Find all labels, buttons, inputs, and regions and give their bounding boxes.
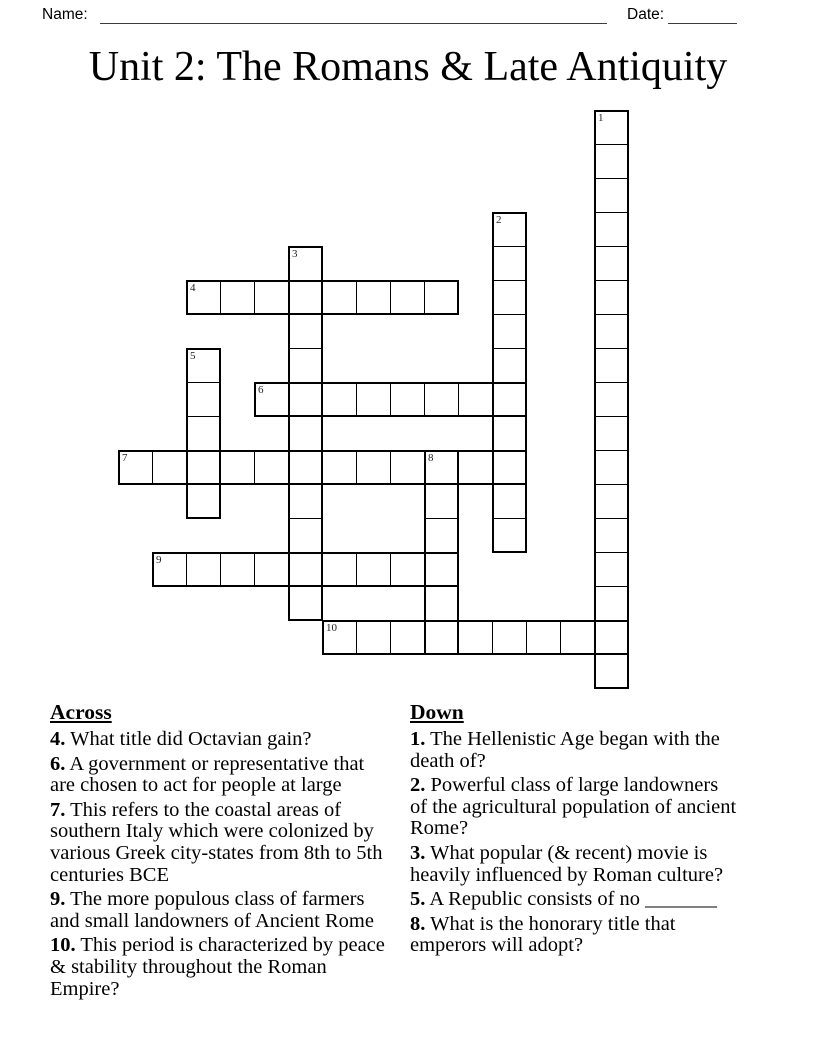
name-blank-line <box>100 23 607 24</box>
grid-cell <box>118 450 153 485</box>
down-clue-list <box>410 729 739 957</box>
down-heading: Down <box>410 700 464 724</box>
grid-cell <box>424 280 459 315</box>
grid-cell <box>152 450 187 485</box>
grid-cell <box>458 620 493 655</box>
grid-cell <box>322 450 357 485</box>
grid-cell <box>594 518 629 553</box>
grid-clue-number: 8 <box>428 452 434 464</box>
grid-cell <box>288 416 323 451</box>
grid-cell <box>526 620 561 655</box>
grid-cell <box>594 552 629 587</box>
grid-cell <box>594 212 629 247</box>
grid-cell <box>424 450 459 485</box>
grid-clue-number: 4 <box>190 282 196 294</box>
grid-cell <box>424 382 459 417</box>
grid-cell <box>390 552 425 587</box>
grid-cell <box>390 620 425 655</box>
grid-cell <box>424 518 459 553</box>
grid-cell <box>594 110 629 145</box>
grid-clue-number: 10 <box>326 622 337 634</box>
clue-item: 3. What popular (& recent) movie is heavily influenced by Roman culture? <box>410 841 724 886</box>
grid-cell <box>356 280 391 315</box>
grid-cell <box>390 382 425 417</box>
grid-clue-number: 6 <box>258 384 264 396</box>
grid-cell <box>220 280 255 315</box>
grid-cell <box>254 382 289 417</box>
clue-item-number: 1. <box>410 728 426 750</box>
grid-cell <box>322 280 357 315</box>
across-clues-section <box>50 700 391 1003</box>
grid-cell <box>492 518 527 553</box>
clue-item-number: 4. <box>50 728 66 750</box>
clue-item: 1. The Hellenistic Age began with the death of? <box>410 728 720 772</box>
clue-item: 10. This period is characterized by peace & stability throughout the Roman Empire? <box>50 934 385 1000</box>
grid-cell <box>492 314 527 349</box>
clue-item: 7. This refers to the coastal areas of southern Italy which were colonized by various Greek city-states from 8th to 5th centuries BCE <box>50 798 383 886</box>
grid-cell <box>492 382 527 417</box>
grid-cell <box>322 552 357 587</box>
clue-item: 5. A Republic consists of no _______ <box>410 888 717 911</box>
grid-cell <box>186 348 221 383</box>
grid-clue-number: 2 <box>496 214 502 226</box>
grid-cell <box>424 620 459 655</box>
grid-cell <box>492 416 527 451</box>
grid-cell <box>560 620 595 655</box>
grid-cell <box>390 280 425 315</box>
grid-cell <box>594 586 629 621</box>
grid-cell <box>254 552 289 587</box>
grid-cell <box>186 416 221 451</box>
grid-cell <box>492 450 527 485</box>
grid-cell <box>594 178 629 213</box>
grid-cell <box>594 314 629 349</box>
grid-cell <box>288 552 323 587</box>
grid-cell <box>220 552 255 587</box>
clue-item: 8. What is the honorary title that emperors will adopt? <box>410 912 676 957</box>
grid-clue-number: 1 <box>598 112 604 124</box>
grid-clue-number: 9 <box>156 554 162 566</box>
worksheet-title: Unit 2: The Romans & Late Antiquity <box>88 44 728 90</box>
grid-cell <box>424 484 459 519</box>
grid-cell <box>492 246 527 281</box>
grid-cell <box>288 314 323 349</box>
grid-cell <box>254 450 289 485</box>
grid-cell <box>594 416 629 451</box>
grid-cell <box>356 620 391 655</box>
grid-cell <box>186 450 221 485</box>
grid-cell <box>492 484 527 519</box>
grid-cell <box>186 280 221 315</box>
clue-item-number: 7. <box>50 798 66 821</box>
grid-cell <box>322 620 357 655</box>
grid-cell <box>186 382 221 417</box>
clue-item-number: 9. <box>50 888 66 911</box>
grid-cell <box>594 246 629 281</box>
grid-cell <box>288 586 323 621</box>
grid-cell <box>458 382 493 417</box>
clue-item-number: 2. <box>410 774 426 797</box>
grid-cell <box>594 654 629 689</box>
down-clues-section <box>410 700 739 960</box>
grid-cell <box>594 280 629 315</box>
clue-item: 2. Powerful class of large landowners of the agricultural population of ancient Rome? <box>410 774 737 840</box>
clue-item-number: 5. <box>410 888 426 911</box>
date-label: Date: <box>627 6 665 23</box>
name-label: Name: <box>42 6 88 23</box>
clue-item: 6. A government or representative that are chosen to act for people at large <box>50 752 365 797</box>
grid-cell <box>424 586 459 621</box>
grid-clue-number: 3 <box>292 248 298 260</box>
grid-cell <box>356 552 391 587</box>
grid-cell <box>390 450 425 485</box>
grid-cell <box>492 212 527 247</box>
grid-cell <box>186 552 221 587</box>
grid-cell <box>492 620 527 655</box>
grid-cell <box>458 450 493 485</box>
clue-item-number: 3. <box>410 841 426 864</box>
clue-item-number: 6. <box>50 752 66 775</box>
grid-cell <box>288 348 323 383</box>
grid-cell <box>594 144 629 179</box>
grid-cell <box>594 484 629 519</box>
clue-item-number: 10. <box>50 934 76 957</box>
clue-item: 4. What title did Octavian gain? <box>50 728 312 750</box>
grid-clue-number: 7 <box>122 452 128 464</box>
grid-cell <box>356 382 391 417</box>
grid-cell <box>186 484 221 519</box>
grid-cell <box>254 280 289 315</box>
grid-cell <box>288 450 323 485</box>
grid-cell <box>492 280 527 315</box>
grid-cell <box>356 450 391 485</box>
grid-cell <box>288 246 323 281</box>
grid-cell <box>594 450 629 485</box>
grid-cell <box>322 382 357 417</box>
grid-cell <box>594 382 629 417</box>
grid-cell <box>288 484 323 519</box>
grid-cell <box>594 620 629 655</box>
clue-item-number: 8. <box>410 912 426 935</box>
date-blank-line <box>668 23 737 24</box>
grid-cell <box>492 348 527 383</box>
grid-cell <box>152 552 187 587</box>
across-clue-list <box>50 729 391 1000</box>
grid-clue-number: 5 <box>190 350 196 362</box>
clue-item: 9. The more populous class of farmers and small landowners of Ancient Rome <box>50 888 374 932</box>
across-heading: Across <box>50 700 112 724</box>
grid-cell <box>594 348 629 383</box>
grid-cell <box>288 382 323 417</box>
grid-cell <box>288 518 323 553</box>
grid-cell <box>288 280 323 315</box>
grid-cell <box>424 552 459 587</box>
grid-cell <box>220 450 255 485</box>
